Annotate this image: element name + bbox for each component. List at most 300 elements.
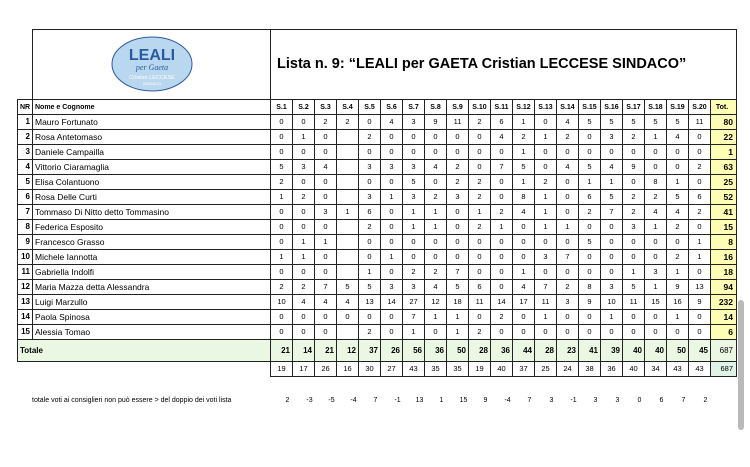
section-total: 56: [403, 340, 425, 362]
vote-cell: 0: [601, 250, 623, 265]
vote-cell: 0: [337, 310, 359, 325]
vote-cell: 2: [359, 325, 381, 340]
vote-cell: 0: [535, 235, 557, 250]
vote-cell: 2: [425, 265, 447, 280]
vote-cell: 0: [491, 250, 513, 265]
candidate-row: [18, 115, 737, 130]
vote-cell: 15: [645, 295, 667, 310]
vote-cell: 3: [403, 190, 425, 205]
vote-cell: 27: [403, 295, 425, 310]
vote-cell: 1: [403, 220, 425, 235]
list-vote-cell: 43: [689, 362, 711, 377]
list-vote-cell: 35: [425, 362, 447, 377]
vote-cell: 0: [557, 190, 579, 205]
list-vote-cell: 37: [513, 362, 535, 377]
vote-cell: 5: [447, 280, 469, 295]
vote-cell: 1: [359, 265, 381, 280]
section-header: S.18: [645, 100, 667, 115]
vote-cell: 6: [469, 280, 491, 295]
title-row: [18, 30, 737, 100]
section-header: S.8: [425, 100, 447, 115]
candidate-total: 80: [711, 115, 737, 130]
vote-cell: 1: [601, 310, 623, 325]
vote-cell: 3: [403, 115, 425, 130]
vote-cell: 0: [271, 235, 293, 250]
vote-cell: 5: [579, 115, 601, 130]
vote-cell: 0: [601, 265, 623, 280]
vote-cell: 1: [535, 220, 557, 235]
vote-cell: 6: [579, 190, 601, 205]
vote-cell: 14: [491, 295, 513, 310]
vote-cell: 1: [447, 310, 469, 325]
vote-cell: 6: [359, 205, 381, 220]
name-header: Nome e Cognome: [33, 100, 271, 115]
vote-cell: 2: [271, 175, 293, 190]
candidate-row: [18, 205, 737, 220]
vote-cell: 0: [667, 325, 689, 340]
vote-cell: 0: [381, 130, 403, 145]
vote-cell: 0: [689, 130, 711, 145]
vote-cell: 0: [623, 310, 645, 325]
vote-cell: 0: [579, 325, 601, 340]
candidate-name: Maria Mazza detta Alessandra: [33, 280, 271, 295]
vote-cell: [337, 145, 359, 160]
candidate-number: 2: [18, 130, 33, 145]
vote-cell: 0: [601, 145, 623, 160]
candidate-row: [18, 190, 737, 205]
vote-cell: 0: [557, 265, 579, 280]
vote-cell: 0: [403, 130, 425, 145]
section-header: S.3: [315, 100, 337, 115]
vote-cell: 1: [513, 265, 535, 280]
section-total: 36: [425, 340, 447, 362]
vote-cell: 1: [315, 235, 337, 250]
vote-cell: 2: [293, 280, 315, 295]
candidate-name: Elisa Colantuono: [33, 175, 271, 190]
vote-cell: [337, 190, 359, 205]
vote-cell: 4: [513, 280, 535, 295]
vote-cell: 0: [447, 145, 469, 160]
vote-cell: 0: [689, 220, 711, 235]
vote-cell: 0: [315, 265, 337, 280]
vote-cell: 1: [293, 235, 315, 250]
vote-cell: 0: [447, 130, 469, 145]
vote-cell: 3: [623, 220, 645, 235]
vote-cell: 9: [689, 295, 711, 310]
vote-cell: 1: [425, 310, 447, 325]
vote-cell: 0: [315, 145, 337, 160]
vote-cell: 13: [359, 295, 381, 310]
vote-cell: 1: [667, 265, 689, 280]
vote-cell: 2: [425, 190, 447, 205]
vote-cell: 2: [535, 175, 557, 190]
difference-label: totale voti ai consiglieri non può essere > del doppio dei voti lista: [32, 397, 232, 404]
vote-cell: 0: [513, 310, 535, 325]
candidate-name: Alessia Tomao: [33, 325, 271, 340]
vote-cell: 11: [469, 295, 491, 310]
vote-cell: 0: [315, 325, 337, 340]
vote-cell: 0: [645, 325, 667, 340]
vote-cell: 4: [293, 295, 315, 310]
vote-cell: 0: [403, 235, 425, 250]
section-header: S.14: [557, 100, 579, 115]
vote-cell: 0: [293, 145, 315, 160]
candidate-name: Mauro Fortunato: [33, 115, 271, 130]
section-total: 37: [359, 340, 381, 362]
section-header: S.7: [403, 100, 425, 115]
vote-cell: 0: [403, 145, 425, 160]
difference-value: 15: [459, 397, 468, 404]
candidate-total: 232: [711, 295, 737, 310]
section-total: 44: [513, 340, 535, 362]
section-total: 21: [315, 340, 337, 362]
vote-cell: 0: [381, 205, 403, 220]
vote-cell: 0: [359, 115, 381, 130]
vote-cell: 5: [271, 160, 293, 175]
vote-cell: 0: [381, 175, 403, 190]
candidate-number: 10: [18, 250, 33, 265]
vote-cell: [337, 235, 359, 250]
vote-cell: 0: [645, 250, 667, 265]
vote-cell: 16: [667, 295, 689, 310]
list-vote-cell: 19: [271, 362, 293, 377]
candidate-row: [18, 310, 737, 325]
candidate-total: 14: [711, 310, 737, 325]
list-vote-cell: 34: [645, 362, 667, 377]
vote-cell: 0: [579, 130, 601, 145]
section-header: S.17: [623, 100, 645, 115]
vote-cell: 3: [359, 190, 381, 205]
scrollbar[interactable]: [738, 300, 744, 430]
vote-cell: 0: [623, 175, 645, 190]
vote-cell: 1: [293, 250, 315, 265]
vote-cell: 2: [469, 220, 491, 235]
section-header: S.13: [535, 100, 557, 115]
vote-cell: 1: [535, 130, 557, 145]
vote-cell: 6: [491, 115, 513, 130]
vote-cell: 6: [689, 190, 711, 205]
section-total: 41: [579, 340, 601, 362]
difference-value: 3: [549, 397, 554, 404]
vote-cell: 0: [381, 220, 403, 235]
vote-cell: 0: [315, 310, 337, 325]
candidate-number: 9: [18, 235, 33, 250]
vote-cell: 4: [315, 295, 337, 310]
candidate-row: [18, 160, 737, 175]
vote-cell: 2: [359, 130, 381, 145]
candidate-number: 6: [18, 190, 33, 205]
corner-cell: [18, 30, 33, 100]
logo-cell: [33, 30, 271, 100]
vote-cell: 0: [425, 235, 447, 250]
vote-cell: [337, 130, 359, 145]
vote-cell: 1: [645, 130, 667, 145]
difference-value: -1: [570, 397, 577, 404]
vote-cell: 0: [381, 325, 403, 340]
nr-header: NR: [18, 100, 33, 115]
vote-cell: 0: [579, 310, 601, 325]
vote-cell: 1: [403, 325, 425, 340]
vote-cell: 0: [271, 130, 293, 145]
candidate-name: Gabriella Indolfi: [33, 265, 271, 280]
list-vote-cell: 40: [623, 362, 645, 377]
vote-cell: 0: [271, 220, 293, 235]
list-vote-cell: 43: [667, 362, 689, 377]
section-total: 12: [337, 340, 359, 362]
candidate-number: 15: [18, 325, 33, 340]
vote-cell: 5: [601, 115, 623, 130]
vote-cell: 0: [425, 130, 447, 145]
vote-cell: 11: [535, 295, 557, 310]
list-vote-cell: 16: [337, 362, 359, 377]
section-total: 39: [601, 340, 623, 362]
vote-cell: 0: [601, 220, 623, 235]
vote-cell: 0: [535, 160, 557, 175]
vote-cell: 0: [557, 310, 579, 325]
candidate-name: Paola Spinosa: [33, 310, 271, 325]
section-total: 23: [557, 340, 579, 362]
vote-cell: [337, 325, 359, 340]
vote-cell: 0: [425, 250, 447, 265]
vote-cell: 11: [447, 115, 469, 130]
difference-value: -3: [306, 397, 313, 404]
vote-cell: 2: [359, 220, 381, 235]
vote-cell: 2: [689, 160, 711, 175]
vote-cell: 0: [469, 310, 491, 325]
vote-cell: 1: [667, 175, 689, 190]
candidate-name: Luigi Marzullo: [33, 295, 271, 310]
vote-cell: 0: [469, 265, 491, 280]
vote-cell: 0: [271, 265, 293, 280]
vote-cell: 0: [689, 325, 711, 340]
vote-cell: 1: [337, 205, 359, 220]
vote-cell: 0: [601, 235, 623, 250]
section-header: S.11: [491, 100, 513, 115]
difference-value: 9: [483, 397, 488, 404]
vote-cell: [337, 175, 359, 190]
candidate-number: 5: [18, 175, 33, 190]
vote-cell: 0: [469, 160, 491, 175]
section-total: 28: [535, 340, 557, 362]
vote-cell: [337, 250, 359, 265]
vote-cell: 1: [381, 190, 403, 205]
vote-cell: 5: [403, 175, 425, 190]
vote-cell: 5: [579, 160, 601, 175]
candidate-number: 1: [18, 115, 33, 130]
vote-cell: 5: [601, 190, 623, 205]
vote-cell: 0: [491, 175, 513, 190]
logo-role-text: SINDACO: [142, 80, 161, 86]
vote-cell: 1: [381, 250, 403, 265]
vote-cell: 0: [513, 250, 535, 265]
vote-cell: 0: [491, 325, 513, 340]
section-header: S.4: [337, 100, 359, 115]
vote-cell: 0: [689, 265, 711, 280]
vote-cell: 2: [623, 130, 645, 145]
vote-cell: 0: [557, 145, 579, 160]
vote-cell: 1: [425, 220, 447, 235]
difference-value: 2: [703, 397, 708, 404]
section-total: 26: [381, 340, 403, 362]
vote-cell: 1: [645, 280, 667, 295]
candidate-row: [18, 130, 737, 145]
vote-cell: 17: [513, 295, 535, 310]
vote-cell: 1: [513, 115, 535, 130]
vote-cell: 3: [293, 160, 315, 175]
vote-cell: 4: [491, 130, 513, 145]
vote-cell: 18: [447, 295, 469, 310]
vote-cell: 1: [513, 145, 535, 160]
vote-cell: 2: [337, 115, 359, 130]
vote-cell: 0: [293, 220, 315, 235]
vote-cell: 1: [535, 205, 557, 220]
section-header: S.12: [513, 100, 535, 115]
vote-cell: 1: [601, 175, 623, 190]
results-table: [17, 29, 737, 377]
candidate-number: 11: [18, 265, 33, 280]
candidate-number: 8: [18, 220, 33, 235]
list-vote-cell: 43: [403, 362, 425, 377]
candidate-total: 1: [711, 145, 737, 160]
vote-cell: [337, 160, 359, 175]
vote-cell: 0: [315, 190, 337, 205]
logo-sub-text: per Gaeta: [135, 62, 168, 72]
vote-cell: 4: [425, 280, 447, 295]
vote-cell: 0: [623, 325, 645, 340]
vote-cell: 7: [315, 280, 337, 295]
vote-cell: 0: [425, 175, 447, 190]
vote-cell: 0: [381, 265, 403, 280]
vote-cell: 0: [359, 235, 381, 250]
section-total: 28: [469, 340, 491, 362]
totals-row: [18, 340, 737, 362]
vote-cell: 5: [667, 190, 689, 205]
vote-cell: 0: [315, 175, 337, 190]
vote-cell: 0: [645, 310, 667, 325]
vote-cell: 2: [645, 190, 667, 205]
vote-cell: 0: [469, 250, 491, 265]
vote-cell: 0: [491, 145, 513, 160]
section-header: S.15: [579, 100, 601, 115]
candidate-name: Rosa Delle Curti: [33, 190, 271, 205]
vote-cell: 2: [447, 160, 469, 175]
vote-cell: 0: [293, 175, 315, 190]
vote-cell: 2: [469, 190, 491, 205]
vote-cell: 1: [491, 220, 513, 235]
vote-cell: 0: [359, 310, 381, 325]
candidate-number: 13: [18, 295, 33, 310]
vote-cell: 0: [469, 130, 491, 145]
vote-cell: 3: [403, 280, 425, 295]
vote-cell: 2: [667, 250, 689, 265]
list-vote-cell: 25: [535, 362, 557, 377]
vote-cell: 0: [557, 205, 579, 220]
vote-cell: 4: [425, 160, 447, 175]
list-votes-row: [18, 362, 737, 377]
candidate-total: 16: [711, 250, 737, 265]
vote-cell: 0: [293, 325, 315, 340]
vote-cell: 11: [689, 115, 711, 130]
vote-cell: 0: [623, 235, 645, 250]
list-vote-cell: 36: [601, 362, 623, 377]
vote-cell: 0: [645, 145, 667, 160]
vote-cell: 4: [601, 160, 623, 175]
grand-total: 687: [711, 340, 737, 362]
vote-cell: 2: [689, 205, 711, 220]
vote-cell: 5: [645, 115, 667, 130]
vote-cell: 0: [425, 145, 447, 160]
vote-cell: 7: [535, 280, 557, 295]
vote-cell: 2: [557, 130, 579, 145]
header-row: [18, 100, 737, 115]
vote-cell: 1: [535, 190, 557, 205]
vote-cell: 4: [381, 115, 403, 130]
vote-cell: 0: [491, 265, 513, 280]
vote-cell: 0: [271, 145, 293, 160]
vote-cell: 0: [535, 265, 557, 280]
list-vote-cell: 26: [315, 362, 337, 377]
section-total: 14: [293, 340, 315, 362]
candidate-row: [18, 280, 737, 295]
candidate-name: Daniele Campailla: [33, 145, 271, 160]
vote-cell: 4: [667, 205, 689, 220]
candidate-row: [18, 175, 737, 190]
vote-cell: 7: [403, 310, 425, 325]
vote-cell: 5: [579, 235, 601, 250]
vote-cell: 0: [623, 250, 645, 265]
candidate-number: 3: [18, 145, 33, 160]
candidate-total: 22: [711, 130, 737, 145]
section-total: 40: [623, 340, 645, 362]
vote-cell: 4: [645, 205, 667, 220]
vote-cell: 1: [513, 175, 535, 190]
vote-cell: 0: [579, 220, 601, 235]
vote-cell: 0: [403, 250, 425, 265]
difference-value: 7: [681, 397, 686, 404]
vote-cell: 1: [579, 175, 601, 190]
vote-cell: 7: [601, 205, 623, 220]
vote-cell: 0: [513, 235, 535, 250]
vote-cell: 1: [667, 310, 689, 325]
vote-cell: 0: [293, 265, 315, 280]
vote-cell: 8: [513, 190, 535, 205]
section-header: S.16: [601, 100, 623, 115]
vote-cell: 0: [667, 235, 689, 250]
vote-cell: 10: [271, 295, 293, 310]
vote-cell: 0: [447, 235, 469, 250]
difference-value: 2: [285, 397, 290, 404]
vote-cell: 0: [491, 235, 513, 250]
vote-cell: 0: [425, 325, 447, 340]
difference-value: 13: [415, 397, 424, 404]
vote-cell: 0: [689, 310, 711, 325]
section-header: S.2: [293, 100, 315, 115]
vote-cell: 0: [513, 220, 535, 235]
vote-cell: 8: [579, 280, 601, 295]
vote-cell: 3: [403, 160, 425, 175]
list-vote-cell: 19: [469, 362, 491, 377]
vote-cell: 0: [579, 250, 601, 265]
candidate-number: 12: [18, 280, 33, 295]
vote-cell: 0: [381, 310, 403, 325]
vote-cell: 0: [579, 265, 601, 280]
candidate-row: [18, 250, 737, 265]
vote-cell: 0: [293, 205, 315, 220]
section-total: 45: [689, 340, 711, 362]
difference-value: 6: [659, 397, 664, 404]
vote-cell: 0: [557, 235, 579, 250]
vote-cell: 0: [447, 220, 469, 235]
